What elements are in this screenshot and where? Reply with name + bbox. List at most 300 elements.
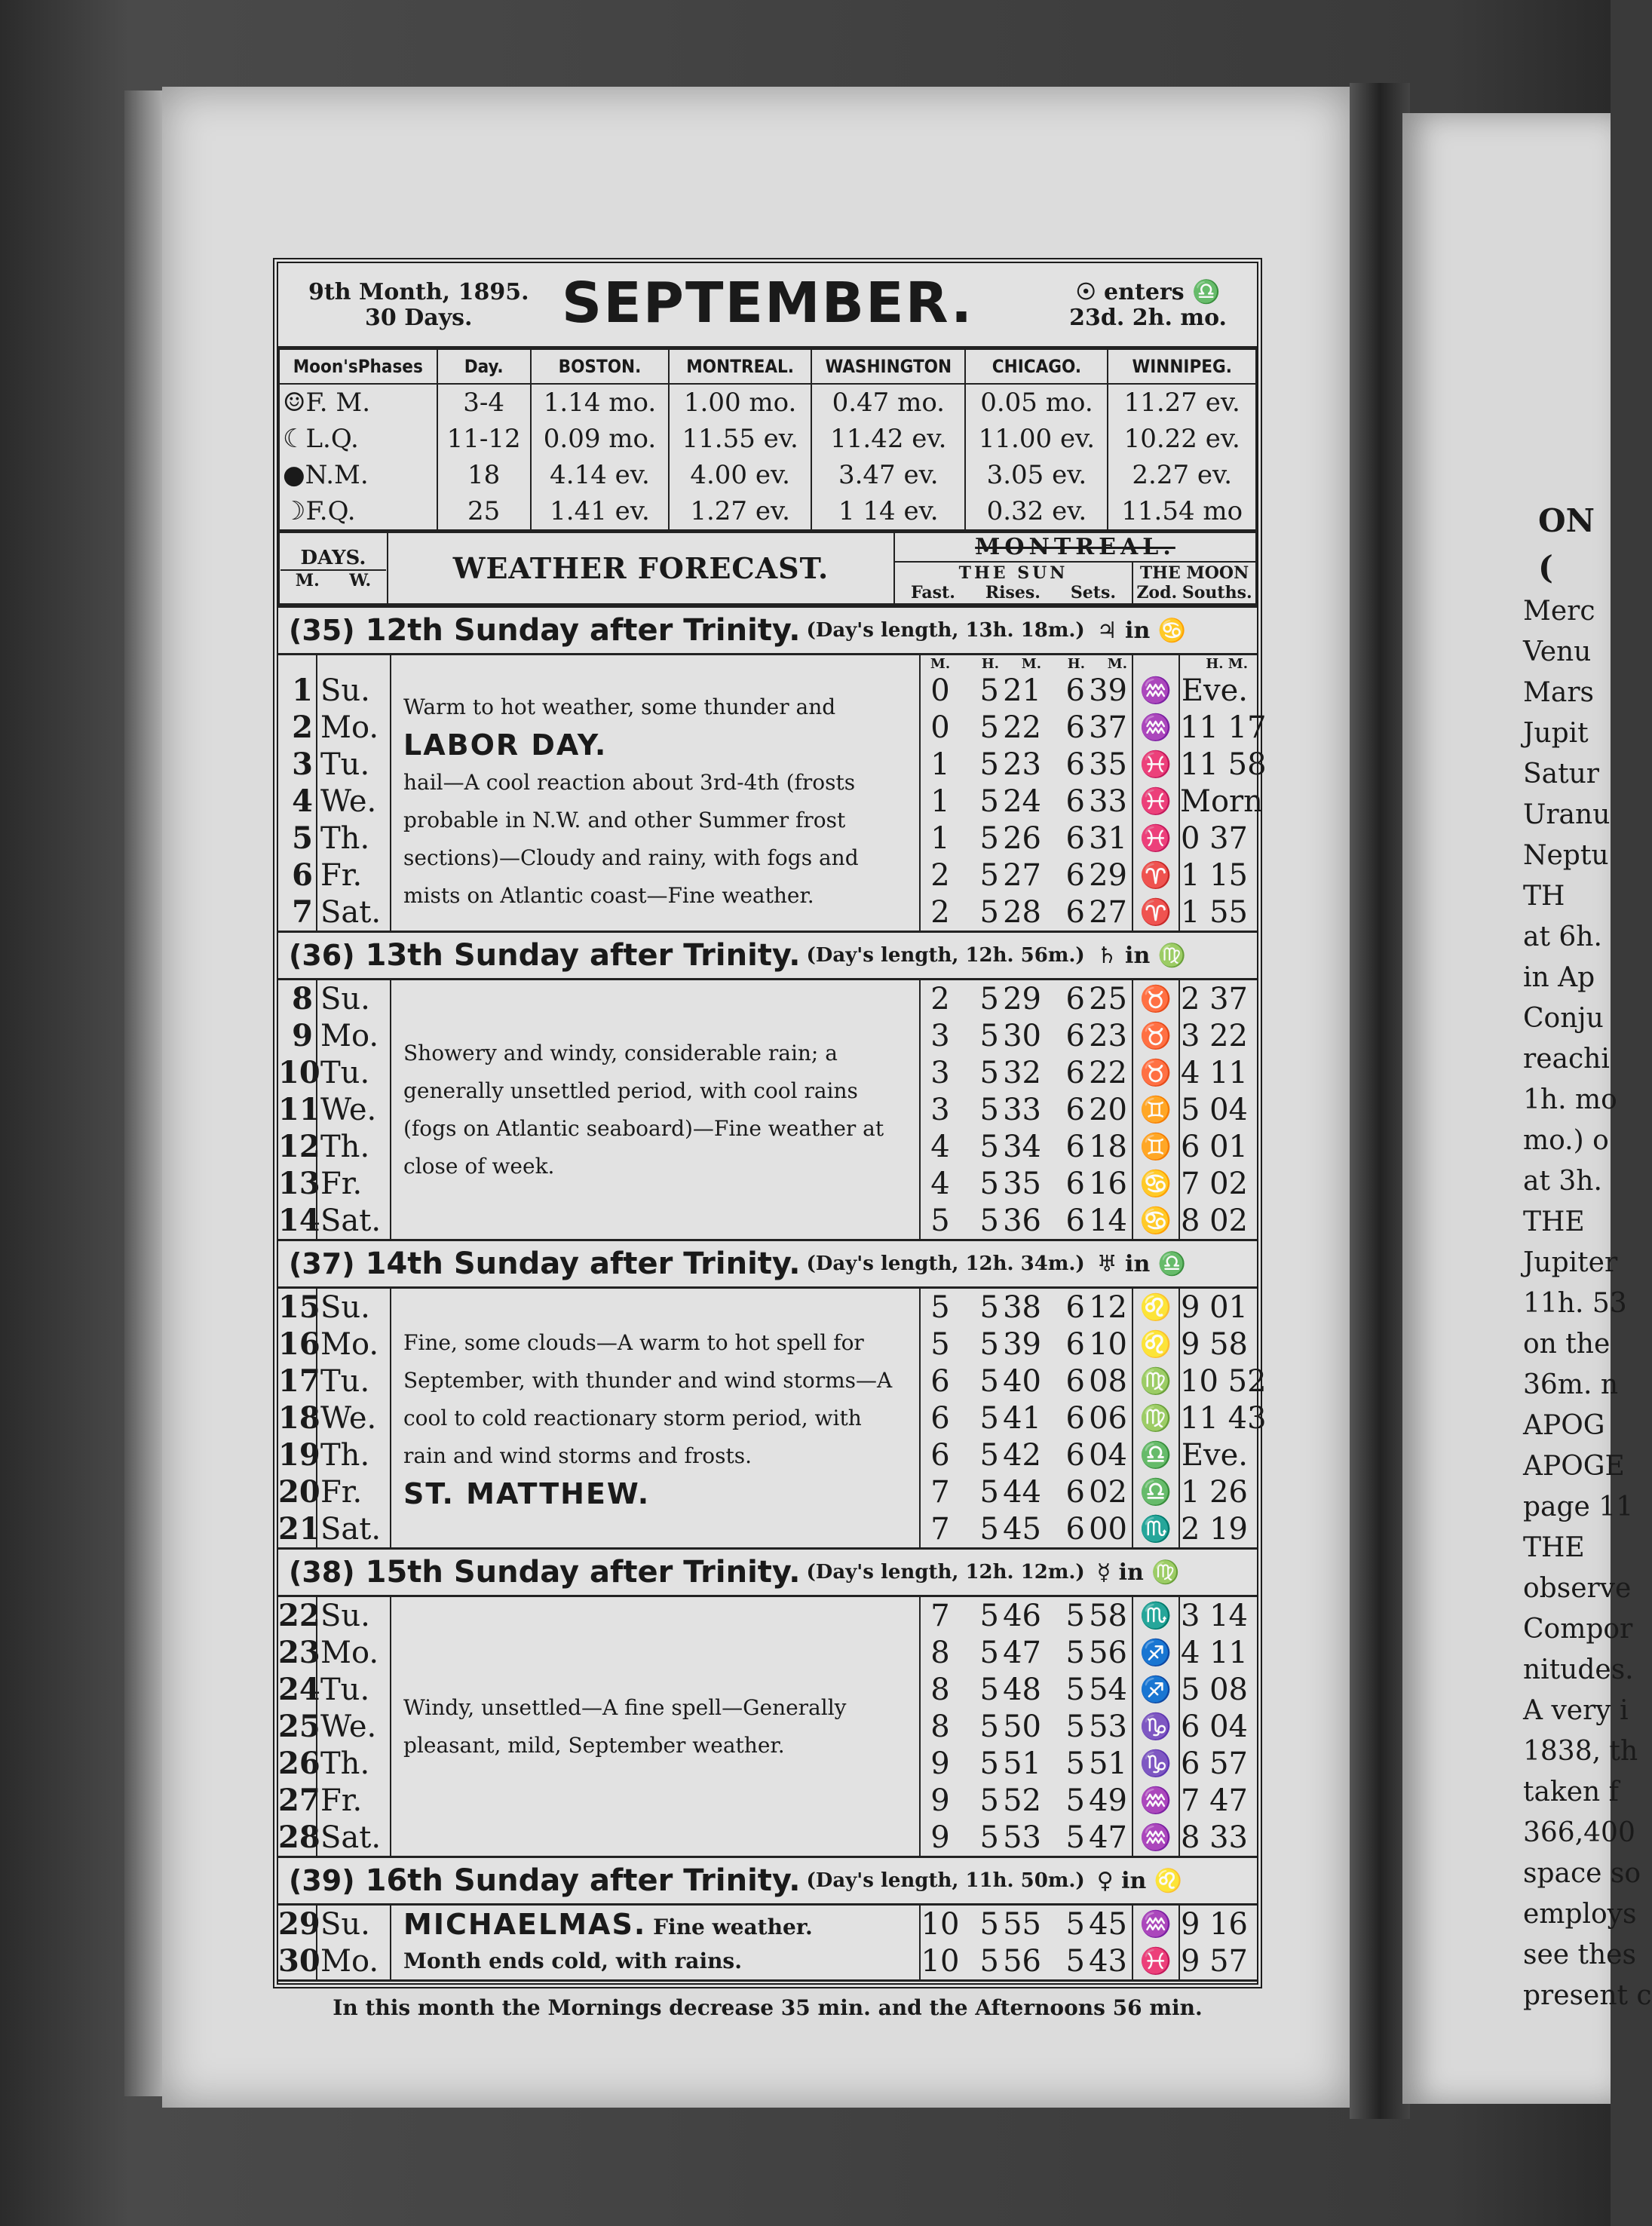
phase-washington: 1 14 ev. [811, 493, 965, 531]
right-page-line: TH [1523, 881, 1565, 912]
zodiac-sign: ♎ [1132, 1436, 1179, 1473]
day-of-week: Su. [317, 1289, 391, 1326]
sunrise-hour: 5 [979, 1363, 999, 1399]
sunrise-minute: 33 [1003, 1092, 1041, 1127]
sunset-hour: 6 [1065, 1511, 1085, 1547]
sunset-minute: 54 [1085, 1671, 1132, 1708]
day-of-week: Th. [317, 1128, 391, 1165]
phase-day: 25 [437, 493, 531, 531]
days-label-cell [279, 532, 388, 605]
day-row [278, 1597, 1257, 1634]
right-page-line: taken f [1523, 1777, 1620, 1807]
sun-fast: 2 [920, 980, 960, 1017]
phase-montreal: 4.00 ev. [669, 457, 811, 493]
week-title: 16th Sunday after Trinity. [365, 1863, 801, 1898]
planet-sign: ♃ in ♋ [1096, 617, 1187, 644]
moon-souths: 9 58 [1180, 1326, 1248, 1362]
sunset-minute: 31 [1085, 820, 1132, 857]
sunset-hour: 6 [1065, 1055, 1085, 1090]
sunrise-hour: 5 [979, 1018, 999, 1053]
sunset-minute: 47 [1085, 1819, 1132, 1856]
day-of-month: 2 [292, 710, 313, 745]
week-title: 12th Sunday after Trinity. [365, 613, 801, 648]
week-number: (36) [289, 939, 355, 972]
week-header [278, 606, 1257, 655]
moon-souths: 7 47 [1180, 1783, 1248, 1818]
zodiac-sign: ♏ [1132, 1510, 1179, 1547]
sunset-hour: 6 [1065, 857, 1085, 893]
sets-label: Sets. [1070, 583, 1116, 602]
sunset-minute: 49 [1085, 1782, 1132, 1819]
day-of-month: 7 [292, 894, 313, 930]
sun-fast: 6 [920, 1400, 960, 1436]
sun-fast: 9 [920, 1782, 960, 1819]
forecast-text-box [403, 1035, 907, 1185]
day-of-week: Fr. [317, 1165, 391, 1202]
week-header [278, 1239, 1257, 1289]
day-note: Fine weather. [653, 1914, 813, 1939]
sunset-minute: 08 [1085, 1363, 1132, 1400]
almanac-page [273, 258, 1267, 2020]
sunset-hour: 6 [1065, 820, 1085, 856]
day-of-month: 17 [278, 1363, 320, 1399]
days-column-header [278, 532, 1257, 606]
day-of-month: 13 [278, 1166, 320, 1201]
weather-forecast [391, 1289, 920, 1547]
moon-souths: 2 37 [1180, 981, 1248, 1016]
week-number: (35) [289, 614, 355, 647]
phase-montreal: 1.27 ev. [669, 493, 811, 531]
city-label: MONTREAL. [894, 532, 1256, 562]
sunset-minute: 53 [1085, 1708, 1132, 1745]
sun-fast: 4 [920, 1128, 960, 1165]
day-note: Month ends cold, with rains. [403, 1949, 742, 1973]
phase-chicago: 0.05 mo. [965, 384, 1108, 421]
forecast-text-box [403, 688, 907, 915]
right-page-line: Uranu [1523, 799, 1611, 830]
forecast-text: Showery and windy, considerable rain; a generally unsettled period, with cool rains (fogs on Atlantic seaboard)—Fine weather at close of week. [403, 1040, 884, 1179]
sunset-minute: 02 [1085, 1473, 1132, 1510]
book-gutter [1350, 83, 1410, 2119]
sun-fast: 5 [920, 1289, 960, 1326]
day-of-month: 22 [278, 1598, 320, 1633]
moon-souths: 11 43 [1180, 1400, 1267, 1436]
moon-souths: 11 17 [1180, 710, 1267, 745]
sun-fast: 9 [920, 1745, 960, 1782]
sunrise-hour: 5 [979, 1166, 999, 1201]
week-header [278, 1856, 1257, 1906]
weather-forecast [391, 980, 920, 1239]
sunrise-minute: 23 [1003, 747, 1041, 782]
month-footer: In this month the Mornings decrease 35 min. and the Afternoons 56 min. [278, 1979, 1257, 2034]
sun-enters-line1: ☉ enters ♎ [1075, 279, 1221, 305]
sunrise-minute: 41 [1003, 1400, 1041, 1436]
day-row [278, 672, 1257, 709]
week-days-table [278, 1906, 1257, 1979]
phase-day: 3-4 [437, 384, 531, 421]
zodiac-sign: ♓ [1132, 783, 1179, 820]
day-length: (Day's length, 13h. 18m.) [806, 619, 1085, 642]
sunrise-hour: 5 [979, 1092, 999, 1127]
sunset-minute: 14 [1085, 1202, 1132, 1239]
unit-label: H. [981, 655, 999, 672]
sunset-minute: 04 [1085, 1436, 1132, 1473]
sunset-minute: 18 [1085, 1128, 1132, 1165]
right-page-text [1402, 113, 1652, 2016]
sunrise-hour: 5 [979, 1203, 999, 1238]
sunrise-minute: 42 [1003, 1437, 1041, 1473]
day-of-week: Fr. [317, 1473, 391, 1510]
phase-winnipeg: 11.27 ev. [1108, 384, 1256, 421]
sunset-minute: 20 [1085, 1091, 1132, 1128]
sunset-minute: 51 [1085, 1745, 1132, 1782]
unit-label: M. [1228, 655, 1248, 672]
phase-phase: ☾L.Q. [279, 421, 437, 457]
day-of-week: Mo. [317, 1326, 391, 1363]
phase-washington: 11.42 ev. [811, 421, 965, 457]
holiday-label: ST. MATTHEW. [403, 1476, 651, 1510]
right-page-line: observe [1523, 1573, 1632, 1604]
day-of-week: Fr. [317, 857, 391, 894]
sunset-minute: 45 [1085, 1906, 1132, 1942]
m-label: M. [295, 570, 320, 590]
sun-fast: 3 [920, 1017, 960, 1054]
day-row [278, 1942, 1257, 1979]
sunset-hour: 6 [1065, 1326, 1085, 1362]
moon-souths: Eve. [1181, 1437, 1248, 1473]
week-days-table [278, 1597, 1257, 1856]
sunset-hour: 6 [1065, 1092, 1085, 1127]
phase-col-header: Day. [437, 349, 531, 384]
zodiac-sign: ♓ [1132, 1942, 1179, 1979]
sun-fast: 2 [920, 894, 960, 931]
sunset-hour: 6 [1065, 747, 1085, 782]
forecast-text-box [403, 1689, 907, 1765]
sunrise-hour: 5 [979, 747, 999, 782]
day-row [278, 1289, 1257, 1326]
sunset-minute: 25 [1085, 980, 1132, 1017]
week-days-table [278, 655, 1267, 931]
phase-boston: 0.09 mo. [531, 421, 669, 457]
phase-day: 18 [437, 457, 531, 493]
right-page-line: Satur [1523, 759, 1599, 790]
sunset-hour: 5 [1065, 1709, 1085, 1744]
day-of-week: We. [317, 1708, 391, 1745]
day-of-month: 30 [278, 1943, 320, 1979]
weather-forecast [391, 1597, 920, 1856]
unit-label: H. [1067, 655, 1085, 672]
sunrise-hour: 5 [979, 820, 999, 856]
day-of-month: 20 [278, 1474, 320, 1510]
day-of-week: Th. [317, 1745, 391, 1782]
sunrise-hour: 5 [979, 1906, 999, 1942]
day-of-month: 9 [292, 1018, 313, 1053]
holiday-label: LABOR DAY. [403, 728, 608, 762]
holiday-label: MICHAELMAS. [403, 1907, 647, 1941]
weather-forecast-label: WEATHER FORECAST. [388, 532, 894, 605]
moon-subheader [1132, 562, 1256, 605]
zodiac-sign: ♉ [1132, 1017, 1179, 1054]
phase-day: 11-12 [437, 421, 531, 457]
sun-label: THE SUN [958, 563, 1068, 583]
sun-fast: 10 [921, 1906, 960, 1942]
phase-boston: 1.14 mo. [531, 384, 669, 421]
sunset-hour: 5 [1065, 1635, 1085, 1670]
zodiac-sign: ♒ [1132, 1819, 1179, 1856]
day-of-month: 18 [278, 1400, 320, 1436]
sunrise-hour: 5 [979, 1598, 999, 1633]
sunrise-hour: 5 [979, 1511, 999, 1547]
sunset-minute: 22 [1085, 1054, 1132, 1091]
sunrise-hour: 5 [979, 1055, 999, 1090]
zodiac-sign: ♑ [1132, 1745, 1179, 1782]
right-page-line: 36m. n [1523, 1369, 1619, 1400]
day-of-week: Su. [317, 1906, 391, 1942]
sunset-hour: 6 [1065, 981, 1085, 1016]
right-page-line: APOG [1523, 1410, 1605, 1441]
zodiac-sign: ♓ [1132, 746, 1179, 783]
day-of-month: 26 [278, 1746, 320, 1781]
zodiac-sign: ♈ [1132, 857, 1179, 894]
sunrise-minute: 29 [1003, 981, 1041, 1016]
right-page-line: APOGE [1523, 1451, 1625, 1482]
sun-fast: 1 [920, 746, 960, 783]
zodiac-sign: ♋ [1132, 1165, 1179, 1202]
sun-fast: 7 [920, 1597, 960, 1634]
zodiac-sign: ♊ [1132, 1091, 1179, 1128]
sunrise-hour: 5 [979, 1709, 999, 1744]
day-of-month: 29 [278, 1906, 320, 1942]
sunrise-hour: 5 [979, 1783, 999, 1818]
moon-souths: 5 04 [1180, 1092, 1248, 1127]
moon-souths: 1 55 [1180, 894, 1248, 930]
week-header [278, 931, 1257, 980]
sunrise-minute: 53 [1003, 1820, 1041, 1855]
moon-souths: 9 57 [1180, 1943, 1248, 1979]
sunrise-minute: 50 [1003, 1709, 1041, 1744]
day-of-month: 8 [292, 981, 313, 1016]
days-label: DAYS. [280, 547, 386, 571]
moon-souths: 2 19 [1180, 1511, 1248, 1547]
planet-sign: ♀ in ♌ [1096, 1867, 1183, 1894]
sunset-hour: 5 [1065, 1943, 1085, 1979]
phase-phase: ☺F. M. [279, 384, 437, 421]
day-of-month: 11 [278, 1092, 320, 1127]
sunset-minute: 43 [1085, 1942, 1132, 1979]
moon-souths: Morn [1180, 783, 1263, 819]
w-label: W. [349, 570, 372, 590]
week-title: 14th Sunday after Trinity. [365, 1246, 801, 1281]
sun-fast: 0 [920, 709, 960, 746]
right-page-line: employs [1523, 1899, 1637, 1930]
sunrise-hour: 5 [979, 1326, 999, 1362]
day-of-week: Mo. [317, 1942, 391, 1979]
phase-winnipeg: 2.27 ev. [1108, 457, 1256, 493]
sunset-minute: 58 [1085, 1597, 1132, 1634]
day-of-month: 12 [278, 1129, 320, 1164]
sun-fast: 8 [920, 1708, 960, 1745]
day-of-week: Tu. [317, 746, 391, 783]
unit-label: M. [920, 655, 960, 672]
phase-montreal: 1.00 mo. [669, 384, 811, 421]
moon-souths: Eve. [1181, 673, 1248, 708]
phase-chicago: 3.05 ev. [965, 457, 1108, 493]
day-length: (Day's length, 12h. 56m.) [806, 944, 1085, 967]
sunset-hour: 5 [1065, 1598, 1085, 1633]
day-of-month: 28 [278, 1820, 320, 1855]
zodiac-sign: ♏ [1132, 1597, 1179, 1634]
sunset-minute: 23 [1085, 1017, 1132, 1054]
sun-fast: 2 [920, 857, 960, 894]
sunrise-minute: 26 [1003, 820, 1041, 856]
phase-chicago: 11.00 ev. [965, 421, 1108, 457]
forecast-text: Fine, some clouds—A warm to hot spell for September, with thunder and wind storms—A cool to cold reactionary storm period, with rain and wind storms and frosts. [403, 1329, 893, 1468]
moon-souths: 0 37 [1180, 820, 1248, 856]
sunset-minute: 16 [1085, 1165, 1132, 1202]
sunrise-hour: 5 [979, 1129, 999, 1164]
moon-souths: 1 26 [1180, 1474, 1248, 1510]
week-number: (37) [289, 1247, 355, 1280]
moon-souths: 9 01 [1180, 1289, 1248, 1325]
right-page-line: 366,400 [1523, 1817, 1635, 1848]
sunrise-hour: 5 [979, 1400, 999, 1436]
phase-col-header: WINNIPEG. [1108, 349, 1256, 384]
phase-washington: 3.47 ev. [811, 457, 965, 493]
day-of-week: We. [317, 783, 391, 820]
sunset-minute: 06 [1085, 1400, 1132, 1436]
month-header [278, 263, 1257, 348]
day-of-month: 16 [278, 1326, 320, 1362]
moon-souths: 7 02 [1180, 1166, 1248, 1201]
phase-phase: ●N.M. [279, 457, 437, 493]
sun-enters-info [1069, 280, 1227, 331]
planet-sign: ♅ in ♎ [1096, 1250, 1187, 1277]
zodiac-sign: ♎ [1132, 1473, 1179, 1510]
day-length: (Day's length, 11h. 50m.) [806, 1869, 1085, 1892]
sunset-minute: 29 [1085, 857, 1132, 894]
sunset-minute: 39 [1085, 672, 1132, 709]
sunrise-hour: 5 [979, 857, 999, 893]
phase-col-header: Moon'sPhases [279, 349, 437, 384]
right-page-line: Merc [1523, 596, 1595, 627]
sunrise-minute: 30 [1003, 1018, 1041, 1053]
sunrise-minute: 56 [1003, 1943, 1041, 1979]
zodiac-sign: ♊ [1132, 1128, 1179, 1165]
right-page-line: reachi [1523, 1044, 1610, 1075]
moon-souths: 10 52 [1180, 1363, 1267, 1399]
sun-fast: 1 [920, 820, 960, 857]
right-page-line: at 3h. [1523, 1166, 1602, 1197]
sunrise-minute: 52 [1003, 1783, 1041, 1818]
day-of-week: Mo. [317, 709, 391, 746]
zodiac-sign: ♒ [1132, 1782, 1179, 1819]
right-page-line: ( [1538, 549, 1553, 586]
sunset-minute: 56 [1085, 1634, 1132, 1671]
phase-boston: 4.14 ev. [531, 457, 669, 493]
moon-souths: 8 02 [1180, 1203, 1248, 1238]
zodiac-sign: ♐ [1132, 1634, 1179, 1671]
sunrise-hour: 5 [979, 1746, 999, 1781]
moon-souths: 3 22 [1180, 1018, 1248, 1053]
sun-fast: 5 [920, 1326, 960, 1363]
sunrise-minute: 44 [1003, 1474, 1041, 1510]
planet-sign: ♄ in ♍ [1096, 942, 1187, 969]
zodiac-sign: ♌ [1132, 1289, 1179, 1326]
moon-souths: 6 04 [1180, 1709, 1248, 1744]
right-page-line: 1h. mo [1523, 1084, 1617, 1115]
zodiac-sign: ♉ [1132, 980, 1179, 1017]
sunset-minute: 00 [1085, 1510, 1132, 1547]
sun-fast: 3 [920, 1054, 960, 1091]
sunset-hour: 6 [1065, 673, 1085, 708]
phase-col-header: MONTREAL. [669, 349, 811, 384]
right-page-line: see thes [1523, 1939, 1636, 1970]
sunrise-minute: 46 [1003, 1598, 1041, 1633]
sunrise-minute: 22 [1003, 710, 1041, 745]
day-of-month: 4 [292, 783, 313, 819]
month-line: 9th Month, 1895. [308, 279, 529, 305]
week-days-table [278, 980, 1257, 1239]
day-row [278, 980, 1257, 1017]
sunrise-minute: 21 [1003, 673, 1041, 708]
week-number: (38) [289, 1556, 355, 1589]
day-of-month: 6 [292, 857, 313, 893]
day-of-week: Sat. [317, 1202, 391, 1239]
moon-souths: 5 08 [1180, 1672, 1248, 1707]
right-page-line: Compor [1523, 1614, 1633, 1645]
sunrise-minute: 51 [1003, 1746, 1041, 1781]
right-page-line: page 11 [1523, 1492, 1634, 1522]
sun-subheader [894, 562, 1132, 605]
sunrise-hour: 5 [979, 783, 999, 819]
moon-souths: 6 57 [1180, 1746, 1248, 1781]
sunrise-hour: 5 [979, 894, 999, 930]
sunrise-hour: 5 [979, 1943, 999, 1979]
sunset-hour: 6 [1065, 1018, 1085, 1053]
sunrise-minute: 35 [1003, 1166, 1041, 1201]
sun-fast: 1 [920, 783, 960, 820]
sunset-hour: 6 [1065, 1129, 1085, 1164]
zodiac-sign: ♒ [1132, 672, 1179, 709]
sunrise-hour: 5 [979, 1289, 999, 1325]
right-page-line: present c [1523, 1980, 1652, 2011]
day-of-month: 24 [278, 1672, 320, 1707]
forecast-text: Warm to hot weather, some thunder and [403, 694, 836, 719]
phase-row [279, 457, 1256, 493]
day-of-week: Th. [317, 820, 391, 857]
day-of-week: Mo. [317, 1017, 391, 1054]
forecast-text-cont: hail—A cool reaction about 3rd-4th (frosts probable in N.W. and other Summer frost sections)—Cloudy and rainy, with fogs and mists on Atlantic coast—Fine weather. [403, 769, 859, 908]
day-of-week: Sat. [317, 1819, 391, 1856]
sunrise-minute: 28 [1003, 894, 1041, 930]
sunset-hour: 6 [1065, 710, 1085, 745]
phase-montreal: 11.55 ev. [669, 421, 811, 457]
day-of-week: Mo. [317, 1634, 391, 1671]
days-line: 30 Days. [365, 305, 473, 331]
sunset-hour: 6 [1065, 783, 1085, 819]
zodiac-sign: ♈ [1132, 894, 1179, 931]
sunrise-hour: 5 [979, 710, 999, 745]
right-page [1402, 113, 1652, 2104]
phase-washington: 0.47 mo. [811, 384, 965, 421]
day-of-week: Fr. [317, 1782, 391, 1819]
phase-row [279, 421, 1256, 457]
day-of-month: 14 [278, 1203, 320, 1238]
unit-label: M. [1085, 655, 1132, 672]
week-title: 13th Sunday after Trinity. [365, 938, 801, 973]
right-page-line: Venu [1523, 636, 1592, 667]
sunset-hour: 5 [1065, 1820, 1085, 1855]
